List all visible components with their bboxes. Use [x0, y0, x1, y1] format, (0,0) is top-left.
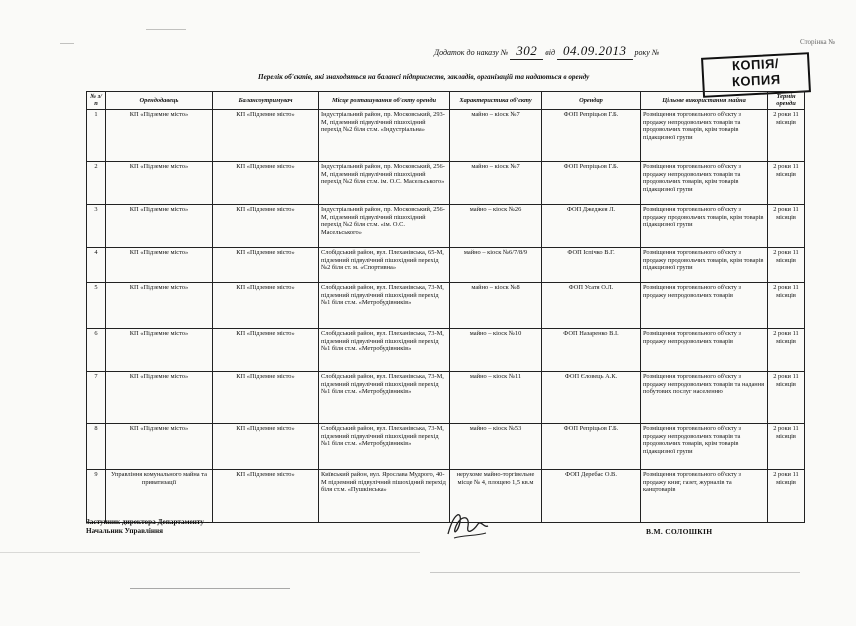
date-label: від	[545, 48, 556, 57]
cell-landlord: КП «Підземне місто»	[106, 328, 213, 371]
signatory-position	[86, 518, 209, 536]
scan-mark	[146, 29, 186, 30]
cell-num: 9	[87, 469, 106, 522]
cell-purpose: Розміщення торговельного об'єкту з продажу непродовольчих товарів та надання побутових послуг населенню	[641, 371, 768, 423]
cell-num: 1	[87, 109, 106, 161]
cell-term: 2 роки 11 місяців	[768, 247, 805, 282]
cell-location: Слобідський район, вул. Плеханівська, 73-М, підземний підвулічний пішохідний перехід №1 біля ст.м. «Метробудівників»	[319, 423, 450, 469]
cell-purpose: Розміщення торговельного об'єкту з продажу непродовольчих товарів та продовольчих товарів, крім товарів підакцизної групи	[641, 161, 768, 204]
cell-object: майно – кіоск №26	[450, 204, 542, 247]
scan-mark	[60, 43, 74, 44]
cell-purpose: Розміщення торговельного об'єкту з продажу продовольчих товарів, крім товарів підакцизної групи	[641, 204, 768, 247]
stamp-line-2: КОПИЯ	[731, 71, 781, 90]
objects-table	[86, 91, 805, 523]
table-row	[87, 161, 805, 204]
header-location: Місце розташування об'єкту оренди	[319, 92, 450, 110]
cell-term: 2 роки 11 місяців	[768, 371, 805, 423]
scan-mark	[430, 572, 800, 573]
header-term: Термін оренди	[768, 92, 805, 110]
cell-num: 5	[87, 282, 106, 328]
header-purpose: Цільове використання майна	[641, 92, 768, 110]
table-row	[87, 371, 805, 423]
table-row	[87, 247, 805, 282]
cell-object: майно – кіоск №53	[450, 423, 542, 469]
cell-landlord: КП «Підземне місто»	[106, 423, 213, 469]
cell-tenant: ФОП Репріцьов Г.Б.	[542, 161, 641, 204]
cell-object: майно – кіоск №6/7/8/9	[450, 247, 542, 282]
appendix-prefix: Додаток до наказу №	[434, 48, 509, 57]
cell-term: 2 роки 11 місяців	[768, 204, 805, 247]
cell-num: 7	[87, 371, 106, 423]
cell-purpose: Розміщення торговельного об'єкту з продажу непродовольчих товарів	[641, 282, 768, 328]
cell-location: Індустріальний район, пр. Московський, 293-М, підземний підвулічний пішохідний перехід №2 біля ст.м. «Індустріальна»	[319, 109, 450, 161]
cell-location: Слобідський район, вул. Плеханівська, 65-М, підземний підвулічний пішохідний перехід №2 біля ст. м. «Спортивна»	[319, 247, 450, 282]
header-holder: Балансоутримувач	[213, 92, 319, 110]
table-row	[87, 328, 805, 371]
cell-location: Київський район, вул. Ярослава Мудрого, 40-М підземний підвулічний пішохідний перехід біля ст.м. «Пушкінська»	[319, 469, 450, 522]
table-body	[87, 109, 805, 522]
appendix-suffix: року №	[634, 48, 660, 57]
cell-holder: КП «Підземне місто»	[213, 161, 319, 204]
cell-purpose: Розміщення торговельного об'єкту з продажу книг, газет, журналів та канцтоварів	[641, 469, 768, 522]
table-row	[87, 204, 805, 247]
corner-mark: Сторінка №	[800, 38, 836, 46]
cell-holder: КП «Підземне місто»	[213, 247, 319, 282]
appendix-header	[434, 43, 659, 60]
cell-term: 2 роки 11 місяців	[768, 161, 805, 204]
cell-object: майно – кіоск №10	[450, 328, 542, 371]
cell-num: 4	[87, 247, 106, 282]
cell-landlord: КП «Підземне місто»	[106, 371, 213, 423]
cell-num: 8	[87, 423, 106, 469]
cell-tenant: ФОП Репріцьов Г.Б.	[542, 109, 641, 161]
stamp-line-1: КОПІЯ/	[731, 55, 780, 74]
document-title: Перелік об'єктів, які знаходяться на балансі підприємств, закладів, організацій та надаються в оренду	[258, 73, 590, 81]
cell-num: 2	[87, 161, 106, 204]
signatory-name: В.М. СОЛОШКІН	[646, 527, 713, 536]
order-date: 04.09.2013	[557, 43, 633, 60]
cell-object: майно – кіоск №7	[450, 161, 542, 204]
cell-tenant: ФОП Назаренко В.І.	[542, 328, 641, 371]
cell-tenant: ФОП Деребас О.В.	[542, 469, 641, 522]
cell-purpose: Розміщення торговельного об'єкту з продажу непродовольчих товарів та продовольчих товарів, крім товарів підакцизної групи	[641, 109, 768, 161]
cell-location: Індустріальний район, пр. Московський, 256-М, підземний підвулічний пішохідний перехід №2 біля ст.м. ім. О.С. Масельського»	[319, 161, 450, 204]
header-tenant: Орендар	[542, 92, 641, 110]
cell-term: 2 роки 11 місяців	[768, 423, 805, 469]
cell-holder: КП «Підземне місто»	[213, 282, 319, 328]
cell-num: 6	[87, 328, 106, 371]
scan-mark	[130, 588, 290, 589]
cell-num: 3	[87, 204, 106, 247]
cell-landlord: КП «Підземне місто»	[106, 247, 213, 282]
cell-object: майно – кіоск №7	[450, 109, 542, 161]
cell-holder: КП «Підземне місто»	[213, 109, 319, 161]
cell-term: 2 роки 11 місяців	[768, 282, 805, 328]
table-row	[87, 282, 805, 328]
cell-term: 2 роки 11 місяців	[768, 469, 805, 522]
signature	[444, 508, 490, 542]
cell-location: Слобідський район, вул. Плеханівська, 73-М, підземний підвулічний пішохідний перехід №1 біля ст.м. «Метробудівників»	[319, 371, 450, 423]
cell-landlord: КП «Підземне місто»	[106, 204, 213, 247]
table-header-row	[87, 92, 805, 110]
cell-landlord: КП «Підземне місто»	[106, 282, 213, 328]
cell-location: Індустріальний район, пр. Московський, 256-М, підземний підвулічний пішохідний перехід №2 біля ст.м. «ім. О.С. Масельського»	[319, 204, 450, 247]
cell-tenant: ФОП Єловець А.К.	[542, 371, 641, 423]
cell-object: майно – кіоск №8	[450, 282, 542, 328]
cell-holder: КП «Підземне місто»	[213, 328, 319, 371]
cell-tenant: ФОП Репріцьов Г.Б.	[542, 423, 641, 469]
cell-location: Слобідський район, вул. Плеханівська, 73-М, підземний підвулічний пішохідний перехід №1 біля ст.м. «Метробудівників»	[319, 282, 450, 328]
header-landlord: Орендодавець	[106, 92, 213, 110]
cell-tenant: ФОП Джеджея Л.	[542, 204, 641, 247]
cell-holder: КП «Підземне місто»	[213, 423, 319, 469]
cell-tenant: ФОП Іспічко В.Г.	[542, 247, 641, 282]
cell-location: Слобідський район, вул. Плеханівська, 73-М, підземний підвулічний пішохідний перехід №1 біля ст.м. «Метробудівників»	[319, 328, 450, 371]
cell-purpose: Розміщення торговельного об'єкту з продажу непродовольчих товарів	[641, 328, 768, 371]
cell-object: нерухоме майно-торгівельне місце № 4, площею 1,5 кв.м	[450, 469, 542, 522]
cell-landlord: КП «Підземне місто»	[106, 161, 213, 204]
table-row	[87, 109, 805, 161]
cell-object: майно – кіоск №11	[450, 371, 542, 423]
cell-holder: КП «Підземне місто»	[213, 204, 319, 247]
cell-holder: КП «Підземне місто»	[213, 371, 319, 423]
cell-term: 2 роки 11 місяців	[768, 328, 805, 371]
cell-landlord: КП «Підземне місто»	[106, 109, 213, 161]
cell-purpose: Розміщення торговельного об'єкту з продажу продовольчих товарів, крім товарів підакцизної групи	[641, 247, 768, 282]
table-row	[87, 423, 805, 469]
scan-mark	[0, 552, 420, 553]
position-line-1: Заступник директора Департаменту –	[86, 518, 210, 526]
header-num: № з/п	[87, 92, 106, 110]
cell-term: 2 роки 11 місяців	[768, 109, 805, 161]
cell-purpose: Розміщення торговельного об'єкту з продажу непродовольчих товарів та продовольчих товарів, крім товарів підакцизної групи	[641, 423, 768, 469]
cell-tenant: ФОП Усатя О.Л.	[542, 282, 641, 328]
order-number: 302	[510, 43, 543, 60]
position-line-2: Начальник Управління	[86, 527, 164, 535]
cell-holder: КП «Підземне місто»	[213, 469, 319, 522]
header-object: Характеристика об'єкту	[450, 92, 542, 110]
cell-landlord: Управління комунального майна та приватизації	[106, 469, 213, 522]
